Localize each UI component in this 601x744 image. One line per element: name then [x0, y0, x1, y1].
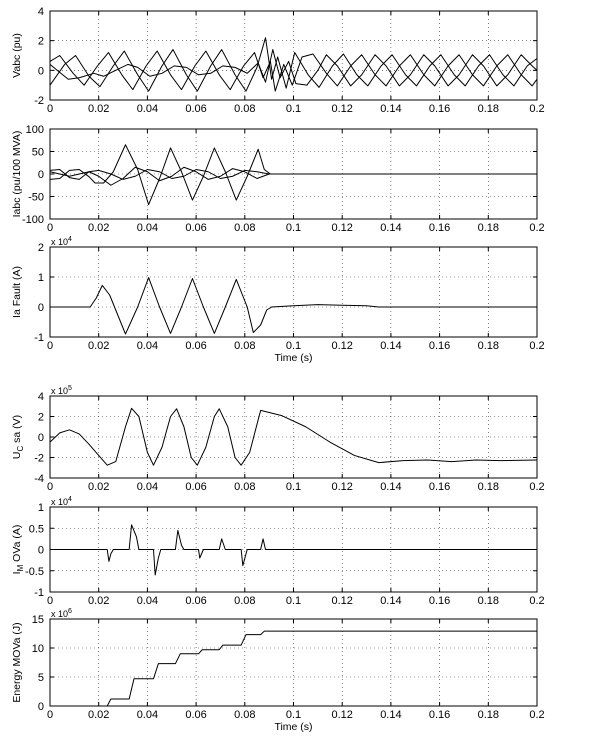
x-tick-label: 0.12 [331, 340, 353, 352]
x-tick-label: 0 [46, 481, 54, 493]
x-tick-label: 0.12 [331, 595, 353, 607]
y-axis-label: Vabc (pu) [11, 33, 23, 78]
x-tick-label: 0.18 [477, 595, 500, 607]
x-tick-label: 0.02 [87, 481, 110, 493]
axis-multiplier: x $10^6$ [51, 608, 72, 619]
x-tick-label: 0.2 [529, 222, 545, 234]
chart-panel [11, 236, 545, 364]
x-tick-label: 0.2 [529, 103, 545, 115]
x-tick-label: 0.1 [285, 481, 302, 493]
y-tick-label: 2 [37, 411, 44, 424]
y-tick-label: -1 [34, 332, 44, 344]
y-tick-label: -1 [34, 587, 44, 599]
y-tick-label: 1 [37, 272, 44, 284]
x-tick-label: 0.06 [185, 222, 207, 234]
y-tick-label: -2 [34, 452, 44, 465]
chart-panel [11, 6, 545, 115]
x-tick-label: 0.08 [234, 481, 256, 493]
x-tick-label: 0.04 [136, 103, 159, 115]
chart-panel [11, 608, 545, 733]
y-axis-label: $U_C$ sa (V) [11, 414, 25, 460]
x-tick-label: 0.18 [477, 222, 500, 234]
x-tick-label: 0.12 [331, 709, 353, 721]
x-tick-label: 0 [46, 340, 54, 352]
x-tick-label: 0.04 [136, 222, 159, 234]
chart-panel [11, 496, 545, 607]
x-tick-label: 0.02 [87, 340, 110, 352]
y-tick-label: 4 [37, 6, 44, 18]
axis-multiplier: x $10^4$ [51, 236, 72, 247]
y-tick-label: 2 [37, 35, 44, 48]
x-tick-label: 0.02 [87, 595, 110, 607]
axis-multiplier: x $10^4$ [51, 496, 72, 507]
x-tick-label: 0.04 [136, 709, 159, 721]
x-tick-label: 0.02 [87, 103, 110, 115]
x-tick-label: 0.2 [529, 595, 545, 607]
x-tick-label: 0.1 [285, 222, 302, 234]
x-tick-label: 0.1 [285, 340, 302, 352]
x-tick-label: 0.16 [428, 481, 451, 493]
x-tick-label: 0.02 [87, 222, 110, 234]
chart-panel [11, 385, 545, 493]
y-tick-label: 15 [31, 614, 44, 626]
y-tick-label: -4 [34, 473, 44, 485]
y-tick-label: 100 [25, 124, 44, 136]
y-tick-label: 0 [37, 432, 44, 444]
x-tick-label: 0.06 [185, 595, 207, 607]
x-tick-label: 0.14 [380, 222, 402, 234]
y-tick-label: 0.5 [28, 523, 44, 536]
y-tick-label: 0 [37, 701, 44, 713]
x-tick-label: 0.14 [380, 481, 402, 493]
series-line [50, 278, 537, 334]
axis-multiplier: x $10^5$ [51, 385, 72, 396]
y-axis-label: Ia Fault (A) [11, 266, 23, 318]
y-tick-label: -2 [34, 95, 44, 107]
x-tick-label: 0.16 [428, 103, 451, 115]
x-tick-label: 0.1 [285, 709, 302, 721]
x-tick-label: 0.12 [331, 222, 353, 234]
y-tick-label: 50 [31, 146, 44, 159]
x-tick-label: 0.1 [285, 595, 302, 607]
x-tick-label: 0.16 [428, 709, 451, 721]
x-tick-label: 0.14 [380, 709, 402, 721]
x-tick-label: 0.14 [380, 103, 402, 115]
x-tick-label: 0.02 [87, 709, 110, 721]
x-tick-label: 0.08 [234, 709, 256, 721]
y-tick-label: 4 [37, 391, 44, 403]
x-tick-label: 0.2 [529, 340, 545, 352]
x-tick-label: 0.14 [380, 340, 402, 352]
y-axis-label: Energy MOVa (J) [11, 622, 23, 703]
y-axis-label: Iabc (pu/100 MVA) [11, 130, 23, 218]
x-tick-label: 0.08 [234, 340, 256, 352]
x-axis-label: Time (s) [274, 721, 313, 733]
y-axis-label: $I_M$ OVa (A) [11, 524, 25, 575]
y-tick-label: 0 [37, 544, 44, 557]
x-tick-label: 0.18 [477, 340, 500, 352]
x-tick-label: 0.16 [428, 595, 451, 607]
x-tick-label: 0.06 [185, 481, 207, 493]
x-tick-label: 0 [46, 103, 54, 115]
x-tick-label: 0.04 [136, 481, 159, 493]
x-tick-label: 0.18 [477, 709, 500, 721]
x-axis-label: Time (s) [274, 352, 313, 364]
x-tick-label: 0.12 [331, 103, 353, 115]
x-tick-label: 0.08 [234, 103, 256, 115]
series-line [50, 631, 537, 706]
x-tick-label: 0.04 [136, 595, 159, 607]
y-tick-label: 2 [37, 242, 44, 254]
y-tick-label: 1 [37, 502, 44, 514]
x-tick-label: 0.06 [185, 103, 207, 115]
x-tick-label: 0.06 [185, 709, 207, 721]
x-tick-label: 0.06 [185, 340, 207, 352]
x-tick-label: 0.08 [234, 595, 256, 607]
y-tick-label: -100 [21, 214, 44, 226]
x-tick-label: 0.1 [285, 103, 302, 115]
x-tick-label: 0 [46, 595, 54, 607]
x-tick-label: 0 [46, 709, 54, 721]
y-tick-label: -50 [28, 191, 44, 204]
x-tick-label: 0.16 [428, 222, 451, 234]
plot-frame [50, 619, 537, 706]
x-tick-label: 0.2 [529, 709, 545, 721]
x-tick-label: 0.2 [529, 481, 545, 493]
x-tick-label: 0.18 [477, 481, 500, 493]
y-tick-label: 0 [37, 65, 44, 78]
y-tick-label: 0 [37, 169, 44, 181]
x-tick-label: 0.04 [136, 340, 159, 352]
y-tick-label: 0 [37, 302, 44, 314]
x-tick-label: 0.14 [380, 595, 402, 607]
y-tick-label: -0.5 [25, 565, 44, 578]
x-tick-label: 0.18 [477, 103, 500, 115]
x-tick-label: 0.08 [234, 222, 256, 234]
x-tick-label: 0.12 [331, 481, 353, 493]
x-tick-label: 0 [46, 222, 54, 234]
chart-panel [11, 124, 545, 234]
x-tick-label: 0.16 [428, 340, 451, 352]
y-tick-label: 10 [31, 643, 44, 655]
y-tick-label: 5 [37, 672, 44, 684]
